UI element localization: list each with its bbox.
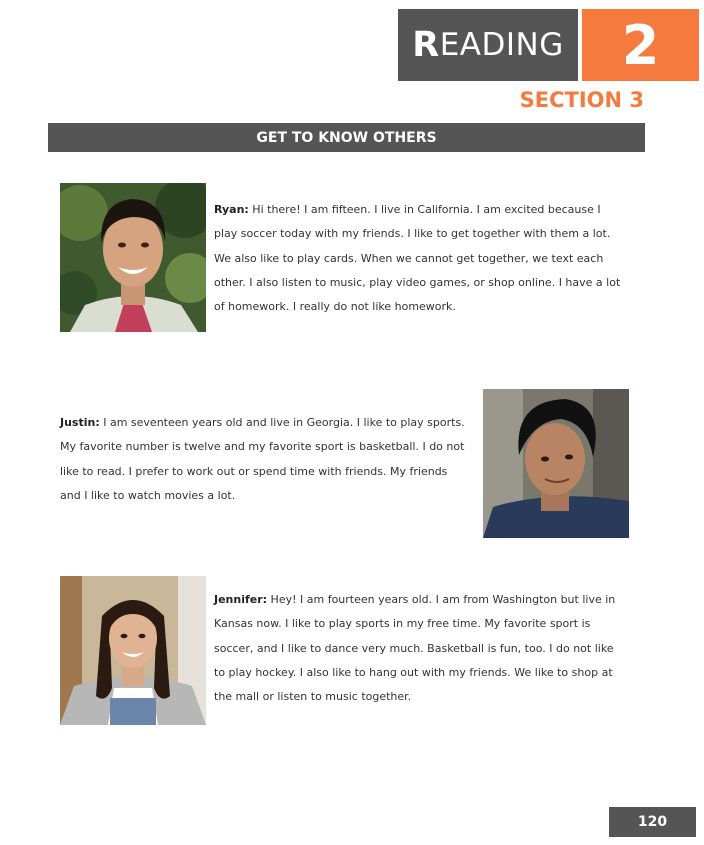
jennifer-paragraph: [214, 588, 624, 709]
reading-title: [398, 9, 578, 81]
jennifer-text: Hey! I am fourteen years old. I am from Washington but live in Kansas now. I like to play sports in my free time. My favorite sport is soccer, and I like to dance very much. Basketball is fun, too. I do not like to play hockey. I also like to hang out with my friends. We like to shop at the mall or listen to music together.: [214, 593, 616, 704]
section-label: SECTION 3: [519, 88, 644, 112]
section-banner: [48, 123, 645, 152]
unit-number: 2: [582, 9, 699, 81]
page-number: 120: [609, 807, 696, 837]
ryan-paragraph: [214, 198, 624, 319]
justin-paragraph: [60, 411, 470, 508]
jennifer-photo: [60, 576, 206, 725]
reading-initial: R: [412, 25, 440, 65]
jennifer-name: Jennifer:: [214, 593, 268, 606]
justin-name: Justin:: [60, 416, 100, 429]
reading-rest: EADING: [439, 27, 564, 63]
ryan-photo: [60, 183, 206, 332]
banner-title: GET TO KNOW OTHERS: [256, 129, 437, 146]
ryan-name: Ryan:: [214, 203, 249, 216]
justin-photo: [483, 389, 629, 538]
ryan-text: Hi there! I am fifteen. I live in California. I am excited because I play soccer today with my friends. I like to get together with them a lot. We also like to play cards. When we cannot get together, we text each other. I also listen to music, play video games, or shop online. I have a lot of homework. I really do not like homework.: [214, 203, 621, 314]
justin-text: I am seventeen years old and live in Georgia. I like to play sports. My favorite number is twelve and my favorite sport is basketball. I do not like to read. I prefer to work out or spend time with friends. My friends and I like to watch movies a lot.: [60, 416, 465, 502]
